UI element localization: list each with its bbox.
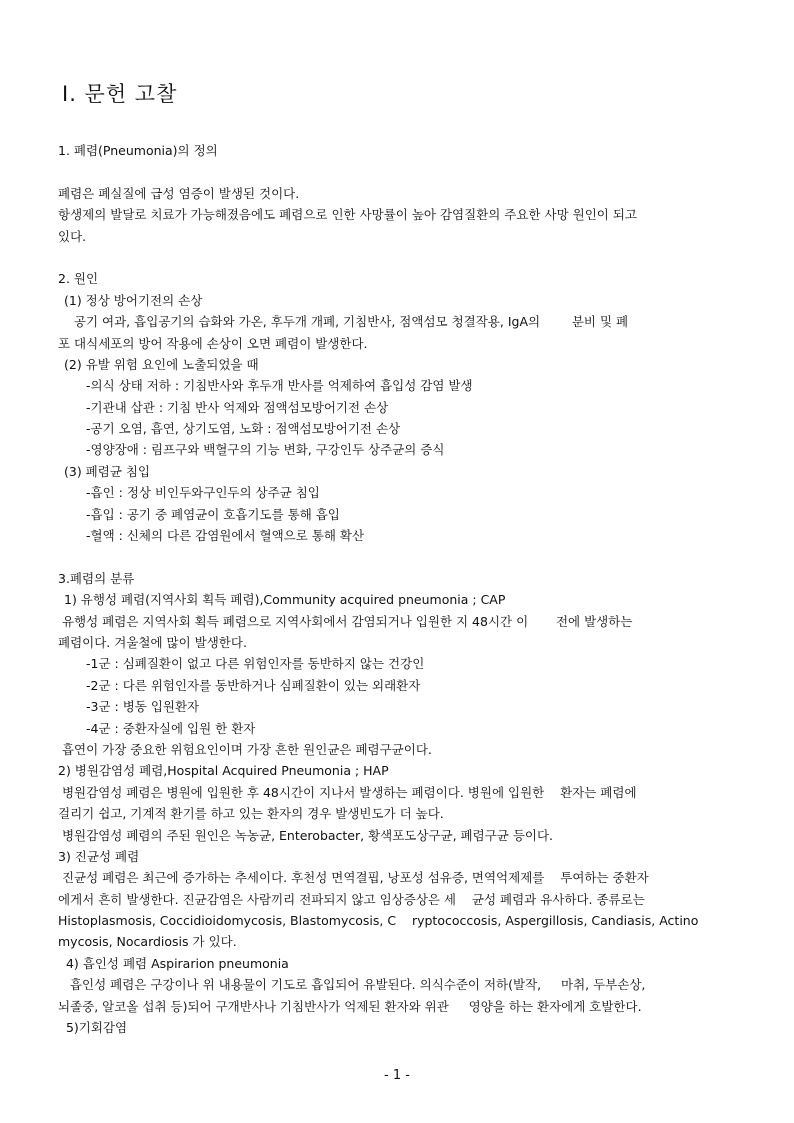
paragraph-line: 병원감염성 폐렴은 병원에 입원한 후 48시간이 지나서 발생하는 폐렴이다. 병원에 입원한 환자는 폐렴에 bbox=[58, 784, 637, 800]
list-item: -1군 : 심폐질환이 없고 다른 위험인자를 동반하지 않는 건강인 bbox=[86, 656, 425, 672]
subsection-heading: 1) 유행성 폐렴(지역사회 획득 폐렴),Community acquired pneumonia ; CAP bbox=[64, 592, 506, 608]
section-heading-classification: 3.폐렴의 분류 bbox=[58, 570, 135, 586]
paragraph-line: 흡인성 폐렴은 구강이나 위 내용물이 기도로 흡입되어 유발된다. 의식수준이 저하(발작, 마취, 두부손상, bbox=[58, 977, 646, 993]
paragraph-line: 있다. bbox=[58, 228, 87, 244]
subsection-heading: 3) 진균성 폐렴 bbox=[58, 848, 140, 864]
paragraph-line: 걸리기 쉽고, 기계적 환기를 하고 있는 환자의 경우 발생빈도가 더 높다. bbox=[58, 806, 444, 822]
list-item: -흡인 : 정상 비인두와구인두의 상주균 침입 bbox=[86, 485, 320, 501]
list-item: -혈액 : 신체의 다른 감염원에서 혈액으로 통해 확산 bbox=[86, 528, 365, 544]
paragraph-line: 에게서 흔히 발생한다. 진균감염은 사람끼리 전파되지 않고 임상증상은 세 균성 폐렴과 유사하다. 종류로는 bbox=[58, 891, 645, 907]
page-number: - 1 - bbox=[384, 1068, 410, 1083]
subsection-heading: (3) 폐렴균 침입 bbox=[64, 463, 151, 479]
paragraph-line: 흡연이 가장 중요한 위험요인이며 가장 흔한 원인균은 폐렴구균이다. bbox=[58, 741, 432, 757]
subsection-heading: 4) 흡인성 폐렴 Aspirarion pneumonia bbox=[58, 955, 289, 971]
paragraph-line: Histoplasmosis, Coccidioidomycosis, Blastomycosis, C ryptococcosis, Aspergillosis, Candiasis, Actino bbox=[58, 913, 699, 929]
paragraph-line: 항생제의 발달로 치료가 가능해졌음에도 폐렴으로 인한 사망률이 높아 감염질환의 주요한 사망 원인이 되고 bbox=[58, 207, 637, 223]
subsection-heading: (1) 정상 방어기전의 손상 bbox=[64, 292, 203, 308]
paragraph-line: 진균성 폐렴은 최근에 증가하는 추세이다. 후천성 면역결핍, 낭포성 섬유증, 면역억제제를 투여하는 중환자 bbox=[58, 870, 649, 886]
document-body bbox=[58, 140, 748, 1038]
section-heading-definition: 1. 폐렴(Pneumonia)의 정의 bbox=[58, 143, 218, 158]
list-item: -흡입 : 공기 중 폐염균이 호흡기도를 통해 흡입 bbox=[86, 506, 340, 522]
list-item: -기관내 삽관 : 기침 반사 억제와 점액섬모방어기전 손상 bbox=[86, 399, 389, 415]
list-item: -의식 상태 저하 : 기침반사와 후두개 반사를 억제하여 흡입성 감염 발생 bbox=[86, 378, 473, 394]
list-item: -4군 : 중환자실에 입원 한 환자 bbox=[86, 720, 256, 736]
list-item: -영양장애 : 림프구와 백혈구의 기능 변화, 구강인두 상주균의 증식 bbox=[86, 442, 445, 458]
paragraph-line: mycosis, Nocardiosis 가 있다. bbox=[58, 934, 237, 950]
page-title: Ⅰ. 문헌 고찰 bbox=[62, 82, 178, 106]
paragraph-line: 유행성 폐렴은 지역사회 획득 폐렴으로 지역사회에서 감염되거나 입원한 지 48시간 이 전에 발생하는 bbox=[58, 613, 633, 629]
paragraph-line: 병원감염성 폐렴의 주된 원인은 녹농균, Enterobacter, 황색포도상구균, 폐렴구균 등이다. bbox=[58, 827, 554, 843]
subsection-heading: 5)기회감염 bbox=[58, 1020, 128, 1036]
paragraph-line: 폐렴은 폐실질에 급성 염증이 발생된 것이다. bbox=[58, 185, 300, 201]
paragraph-line: 공기 여과, 흡입공기의 습화와 가온, 후두개 개폐, 기침반사, 점액섬모 청결작용, IgA의 분비 및 폐 bbox=[58, 314, 629, 330]
section-heading-cause: 2. 원인 bbox=[58, 271, 99, 287]
paragraph-line: 뇌졸중, 알코올 섭취 등)되어 구개반사나 기침반사가 억제된 환자와 위관 영양을 하는 환자에게 호발한다. bbox=[58, 998, 642, 1014]
list-item: -3군 : 병동 입원환자 bbox=[86, 699, 200, 715]
paragraph-line: 포 대식세포의 방어 작용에 손상이 오면 폐렴이 발생한다. bbox=[58, 335, 368, 351]
list-item: -공기 오염, 흡연, 상기도염, 노화 : 점액섬모방어기전 손상 bbox=[86, 421, 401, 437]
subsection-heading: (2) 유발 위험 요인에 노출되었을 때 bbox=[64, 356, 259, 372]
subsection-heading: 2) 병원감염성 폐렴,Hospital Acquired Pneumonia ; HAP bbox=[58, 763, 389, 779]
paragraph-line: 폐렴이다. 겨울철에 많이 발생한다. bbox=[58, 634, 247, 650]
list-item: -2군 : 다른 위험인자를 동반하거나 심폐질환이 있는 외래환자 bbox=[86, 677, 421, 693]
